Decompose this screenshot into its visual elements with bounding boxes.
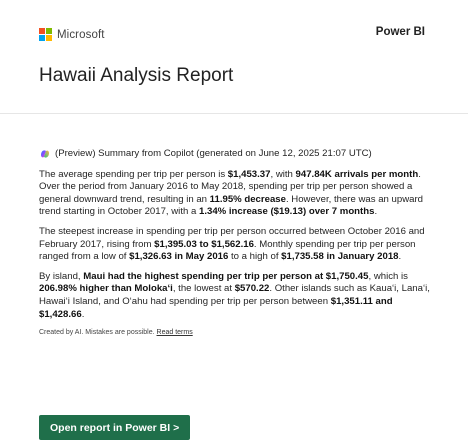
copilot-summary [39,148,434,338]
highlight-text: $1,395.03 to $1,562.16 [154,238,254,250]
copilot-icon [39,148,51,160]
read-terms-link[interactable]: Read terms [156,329,193,337]
summary-paragraph-1 [39,169,434,219]
summary-paragraph-2 [39,226,434,264]
copilot-label: (Preview) Summary from Copilot (generated on June 12, 2025 21:07 UTC) [55,148,372,159]
copilot-header [39,148,434,161]
summary-text: . [398,251,402,263]
highlight-text: Maui had the highest spending per trip per person at $1,750.45 [83,270,369,282]
summary-text: By island, [39,270,84,282]
highlight-text: 11.95% decrease [209,193,286,205]
summary-text: to a high of [228,251,282,263]
summary-text: . Other islands such as Kaua‘i, Lana‘i, Hawai‘i Island, and O‘ahu had spending per trip per person between [39,283,430,307]
highlight-text: $570.22 [234,283,270,295]
highlight-text: $1,326.63 in May 2016 [129,251,229,263]
disclaimer-text: Created by AI. Mistakes are possible. [39,329,155,337]
highlight-text: $1,735.58 in January 2018 [281,251,399,263]
brand-name: Microsoft [57,28,105,41]
summary-text: The average spending per trip per person is [39,168,228,180]
summary-text: . Over the period from January 2016 to May 2018, spending per trip per person showed a general downward trend, resulting in an [39,168,421,205]
open-report-button[interactable]: Open report in Power BI > [39,415,190,440]
summary-text: . [81,308,85,320]
highlight-text: 1.34% increase ($19.13) over 7 months [198,206,375,218]
summary-text: , which is [368,270,408,282]
report-title: Hawaii Analysis Report [39,65,234,86]
highlight-text: 947.84K arrivals per month [295,168,419,180]
summary-paragraph-3 [39,271,434,321]
summary-text: . [374,206,378,218]
ai-disclaimer [39,328,434,338]
highlight-text: $1,351.11 and $1,428.66 [39,295,393,320]
microsoft-logo-icon [39,28,52,41]
product-name: Power BI [375,26,425,38]
summary-text: The steepest increase in spending per trip per person occurred between October 2016 and February 2017, rising from [39,225,425,250]
highlight-text: $1,453.37 [227,168,271,180]
highlight-text: 206.98% higher than Moloka‘i [39,283,173,295]
summary-text: , the lowest at [172,283,235,295]
summary-text: . Monthly spending per trip per person ranged from a low of [39,238,416,263]
summary-text: . However, there was an upward trend starting in October 2017, with a [39,193,424,218]
divider [0,113,468,114]
microsoft-logo [39,28,105,41]
summary-text: , with [270,168,296,180]
